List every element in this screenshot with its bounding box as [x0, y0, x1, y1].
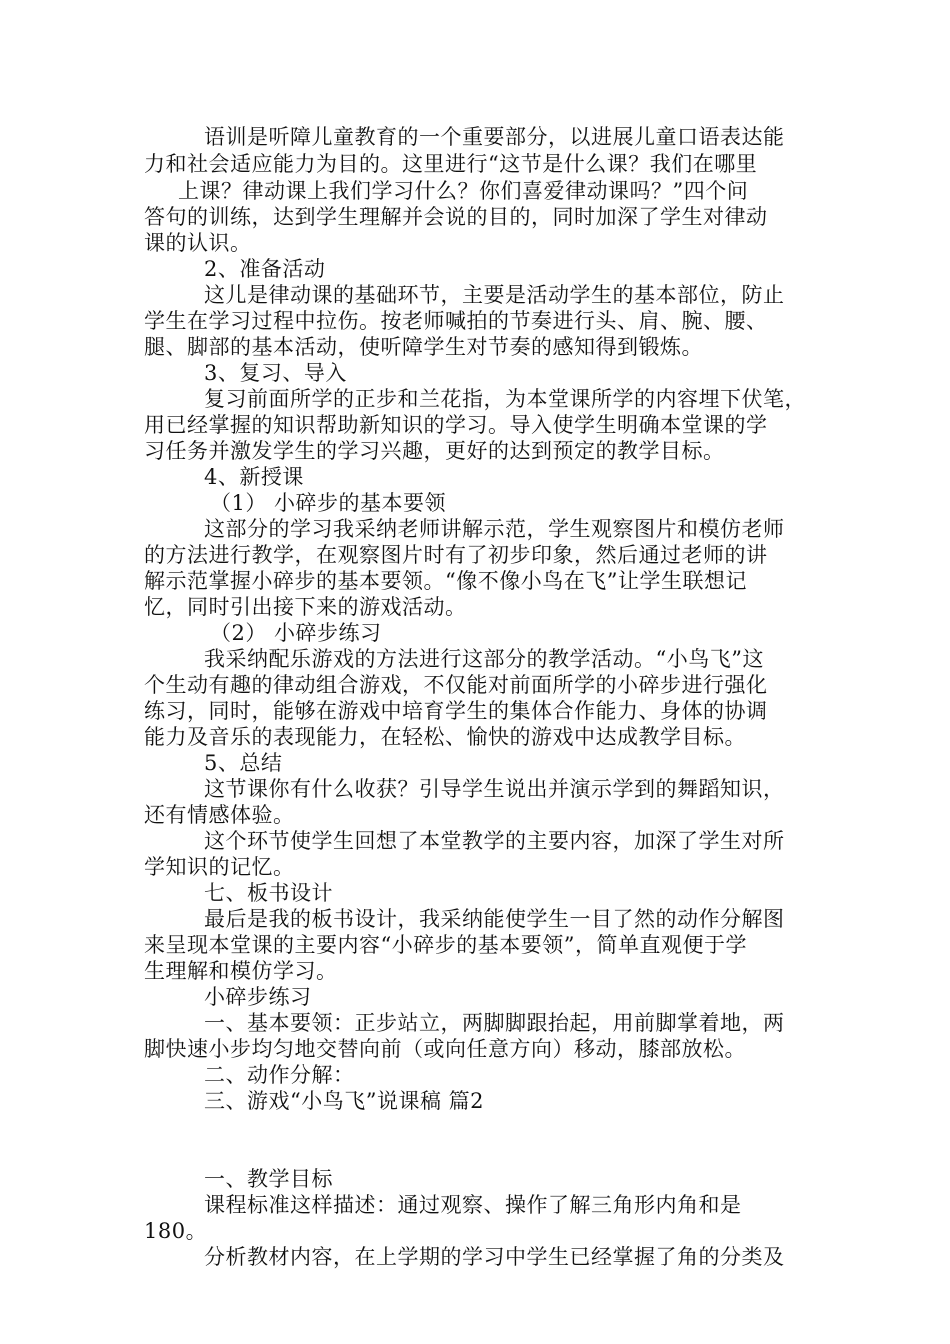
section-heading: 5、总结: [204, 751, 283, 775]
paragraph-line: 的方法进行教学，在观察图片时有了初步印象，然后通过老师的讲: [144, 543, 768, 567]
paragraph-line: 忆，同时引出接下来的游戏活动。: [144, 595, 467, 619]
paragraph-line: 复习前面所学的正步和兰花指，为本堂课所学的内容埋下伏笔，: [204, 387, 806, 411]
paragraph-line: 答句的训练，达到学生理解并会说的目的，同时加深了学生对律动: [144, 205, 768, 229]
section-heading: 七、板书设计: [204, 881, 333, 905]
paragraph-line: 二、动作分解：: [204, 1063, 355, 1087]
board-title: 小碎步练习: [204, 985, 312, 1009]
paragraph-line: 还有情感体验。: [144, 803, 295, 827]
paragraph-line: 解示范掌握小碎步的基本要领。“像不像小鸟在飞”让学生联想记: [144, 569, 747, 593]
paragraph-line: 上课？律动课上我们学习什么？你们喜爱律动课吗？”四个问: [178, 179, 749, 203]
paragraph-line: 最后是我的板书设计，我采纳能使学生一目了然的动作分解图: [204, 907, 785, 931]
paragraph-line: 一、基本要领：正步站立，两脚脚跟抬起，用前脚掌着地，两: [204, 1011, 785, 1035]
paragraph-line: 生理解和模仿学习。: [144, 959, 338, 983]
section-heading: 一、教学目标: [204, 1167, 333, 1191]
subsection-heading: （1） 小碎步的基本要领: [210, 491, 447, 515]
paragraph-line: 我采纳配乐游戏的方法进行这部分的教学活动。“小鸟飞”这: [204, 647, 764, 671]
section-heading: 4、新授课: [204, 465, 304, 489]
paragraph-line: 来呈现本堂课的主要内容“小碎步的基本要领”，简单直观便于学: [144, 933, 747, 957]
article-title-line: 三、游戏“小鸟飞”说课稿 篇2: [204, 1089, 485, 1113]
paragraph-line: 学知识的记忆。: [144, 855, 295, 879]
paragraph-line: 这部分的学习我采纳老师讲解示范，学生观察图片和模仿老师: [204, 517, 785, 541]
paragraph-line: 语训是听障儿童教育的一个重要部分，以进展儿童口语表达能: [204, 125, 785, 149]
paragraph-line: 分析教材内容，在上学期的学习中学生已经掌握了角的分类及: [204, 1245, 785, 1269]
paragraph-line: 能力及音乐的表现能力，在轻松、愉快的游戏中达成教学目标。: [144, 725, 746, 749]
paragraph-line: 课的认识。: [144, 231, 252, 255]
paragraph-line: 这个环节使学生回想了本堂教学的主要内容，加深了学生对所: [204, 829, 785, 853]
paragraph-line: 习任务并激发学生的学习兴趣，更好的达到预定的教学目标。: [144, 439, 725, 463]
paragraph-line: 这儿是律动课的基础环节，主要是活动学生的基本部位，防止: [204, 283, 785, 307]
section-heading: 3、复习、导入: [204, 361, 347, 385]
paragraph-line: 用已经掌握的知识帮助新知识的学习。导入使学生明确本堂课的学: [144, 413, 768, 437]
paragraph-line: 这节课你有什么收获？引导学生说出并演示学到的舞蹈知识，: [204, 777, 785, 801]
paragraph-line: 脚快速小步均匀地交替向前（或向任意方向）移动，膝部放松。: [144, 1037, 746, 1061]
paragraph-line: 学生在学习过程中拉伤。按老师喊拍的节奏进行头、肩、腕、腰、: [144, 309, 768, 333]
paragraph-line: 课程标准这样描述：通过观察、操作了解三角形内角和是: [204, 1193, 742, 1217]
paragraph-line: 腿、脚部的基本活动，使听障学生对节奏的感知得到锻炼。: [144, 335, 703, 359]
section-heading: 2、准备活动: [204, 257, 326, 281]
paragraph-line: 180。: [144, 1219, 208, 1243]
paragraph-line: 力和社会适应能力为目的。这里进行“这节是什么课？我们在哪里: [144, 152, 758, 176]
paragraph-line: 练习，同时，能够在游戏中培育学生的集体合作能力、身体的协调: [144, 699, 768, 723]
paragraph-line: 个生动有趣的律动组合游戏，不仅能对前面所学的小碎步进行强化: [144, 673, 768, 697]
subsection-heading: （2） 小碎步练习: [210, 621, 382, 645]
